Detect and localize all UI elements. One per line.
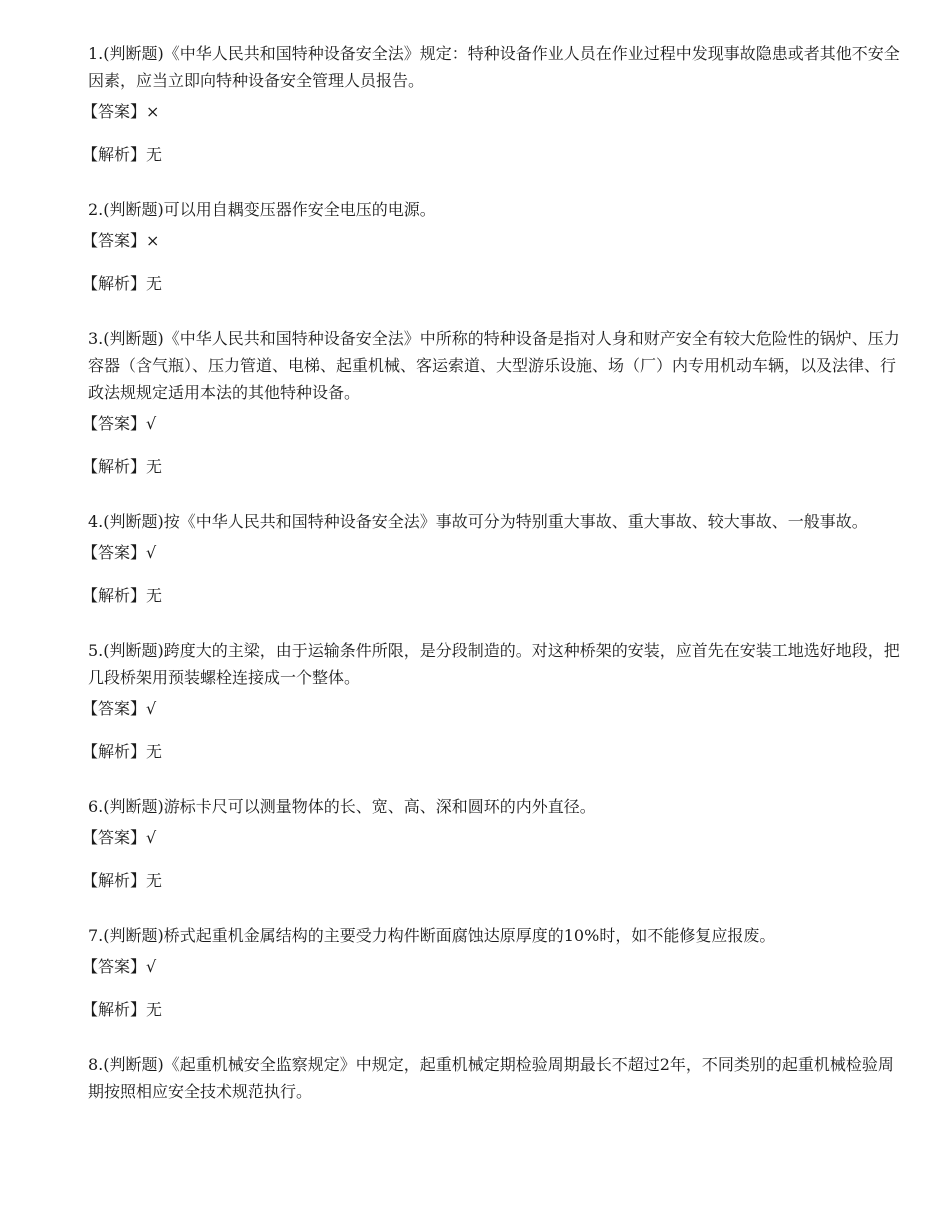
question-text: 8.(判断题)《起重机械安全监察规定》中规定，起重机械定期检验周期最长不超过2年，不同类别的起重机械检验周期按照相应安全技术规范执行。 (88, 1055, 894, 1101)
question-2 (82, 196, 903, 295)
question-4 (82, 508, 903, 607)
question-text: 5.(判断题)跨度大的主梁，由于运输条件所限，是分段制造的。对这种桥架的安装，应首先在安装工地选好地段，把几段桥架用预装螺栓连接成一个整体。 (88, 641, 900, 687)
analysis-line: 【解析】无 (82, 145, 163, 164)
question-text: 2.(判断题)可以用自耦变压器作安全电压的电源。 (88, 200, 436, 219)
question-text: 7.(判断题)桥式起重机金属结构的主要受力构件断面腐蚀达原厚度的10%时，如不能修复应报废。 (88, 926, 776, 945)
answer-line: 【答案】√ (82, 543, 157, 562)
analysis-line: 【解析】无 (82, 1000, 163, 1019)
answer-line: 【答案】× (82, 231, 160, 250)
answer-line: 【答案】√ (82, 828, 157, 847)
analysis-line: 【解析】无 (82, 586, 163, 605)
analysis-line: 【解析】无 (82, 457, 163, 476)
answer-line: 【答案】√ (82, 414, 157, 433)
question-1 (82, 40, 903, 166)
answer-line: 【答案】√ (82, 699, 157, 718)
question-7 (82, 922, 903, 1021)
question-6 (82, 793, 903, 892)
question-text: 6.(判断题)游标卡尺可以测量物体的长、宽、高、深和圆环的内外直径。 (88, 797, 596, 816)
analysis-line: 【解析】无 (82, 274, 163, 293)
analysis-line: 【解析】无 (82, 742, 163, 761)
answer-line: 【答案】× (82, 102, 160, 121)
question-8 (88, 1051, 903, 1105)
analysis-line: 【解析】无 (82, 871, 163, 890)
question-text: 1.(判断题)《中华人民共和国特种设备安全法》规定：特种设备作业人员在作业过程中发现事故隐患或者其他不安全因素，应当立即向特种设备安全管理人员报告。 (88, 44, 900, 90)
question-text: 4.(判断题)按《中华人民共和国特种设备安全法》事故可分为特别重大事故、重大事故、较大事故、一般事故。 (88, 512, 868, 531)
answer-line: 【答案】√ (82, 957, 157, 976)
question-3 (82, 325, 903, 478)
document-page (82, 40, 903, 1135)
question-5 (82, 637, 903, 763)
question-text: 3.(判断题)《中华人民共和国特种设备安全法》中所称的特种设备是指对人身和财产安全有较大危险性的锅炉、压力容器（含气瓶）、压力管道、电梯、起重机械、客运索道、大型游乐设施、场（厂）内专用机动车辆，以及法律、行政法规规定适用本法的其他特种设备。 (88, 329, 900, 402)
